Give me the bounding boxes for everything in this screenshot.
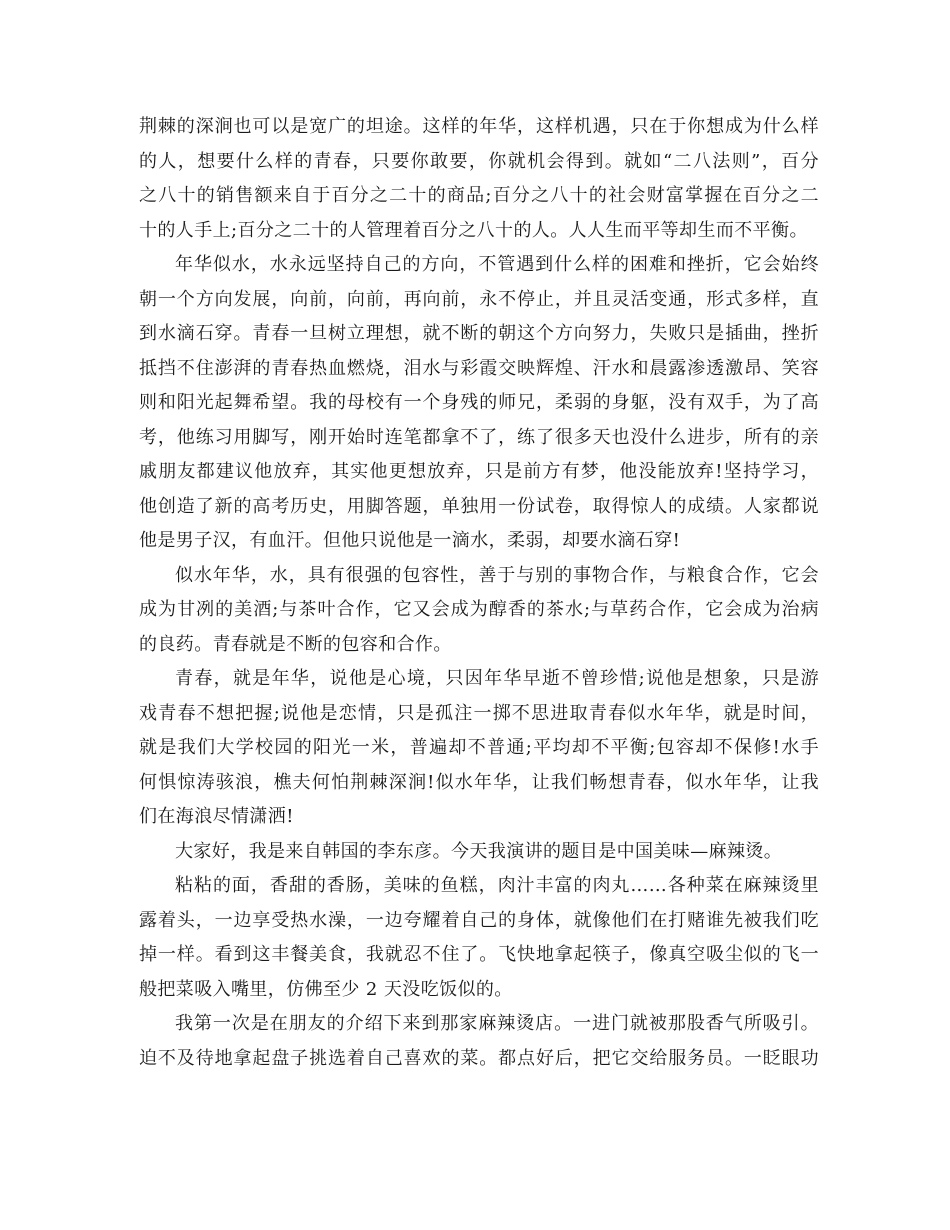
text-line: 掉一样。看到这丰餐美食，我就忍不住了。飞快地拿起筷子，像真空吸尘似的飞一 — [139, 944, 819, 965]
text-line: 似水年华，水，具有很强的包容性，善于与别的事物合作，与粮食合作，它会 — [175, 564, 819, 586]
text-line: 十的人手上;百分之二十的人管理着百分之八十的人。人人生而平等却生而不平衡。 — [139, 219, 808, 241]
text-line: 戚朋友都建议他放弃，其实他更想放弃，只是前方有梦，他没能放弃!坚持学习， — [139, 461, 819, 482]
text-line: 他是男子汉，有血汗。但他只说他是一滴水，柔弱，却要水滴石穿! — [139, 530, 681, 551]
text-line: 之八十的销售额来自于百分之二十的商品;百分之八十的社会财富掌握在百分之二 — [139, 185, 819, 206]
text-line: 们在海浪尽情潇洒! — [139, 806, 294, 827]
text-line: 抵挡不住澎湃的青春热血燃烧，泪水与彩霞交映辉煌、汗水和晨露渗透激昂、笑容 — [139, 357, 819, 379]
text-line: 考，他练习用脚写，刚开始时连笔都拿不了，练了很多天也没什么进步，所有的亲 — [139, 426, 819, 448]
text-line: 的人，想要什么样的青春，只要你敢要，你就机会得到。就如“二八法则”，百分 — [139, 150, 819, 172]
text-line: 年华似水，水永远坚持自己的方向，不管遇到什么样的困难和挫折，它会始终 — [175, 254, 819, 275]
text-line: 就是我们大学校园的阳光一米，普遍却不普通;平均却不平衡;包容却不保修!水手 — [139, 737, 819, 758]
text-line: 他创造了新的高考历史，用脚答题，单独用一份试卷，取得惊人的成绩。人家都说 — [139, 495, 819, 517]
text-line: 露着头，一边享受热水澡，一边夸耀着自己的身体，就像他们在打赌谁先被我们吃 — [139, 909, 819, 931]
text-line: 般把菜吸入嘴里，仿佛至少 2 天没吃饭似的。 — [139, 978, 513, 1000]
document-body — [139, 110, 819, 1076]
text-line: 粘粘的面，香甜的香肠，美味的鱼糕，肉汁丰富的肉丸……各种菜在麻辣烫里 — [175, 875, 819, 896]
text-line: 成为甘冽的美酒;与茶叶合作，它又会成为醇香的茶水;与草药合作，它会成为治病 — [139, 599, 819, 620]
text-line: 何惧惊涛骇浪，樵夫何怕荆棘深涧!似水年华，让我们畅想青春，似水年华，让我 — [139, 771, 819, 793]
text-line: 朝一个方向发展，向前，向前，再向前，永不停止，并且灵活变通，形式多样，直 — [139, 288, 819, 310]
text-line: 则和阳光起舞希望。我的母校有一个身残的师兄，柔弱的身躯，没有双手，为了高 — [139, 392, 819, 413]
text-line: 迫不及待地拿起盘子挑选着自己喜欢的菜。都点好后，把它交给服务员。一眨眼功 — [139, 1047, 819, 1069]
text-line: 到水滴石穿。青春一旦树立理想，就不断的朝这个方向努力，失败只是插曲，挫折 — [139, 323, 819, 344]
text-line: 大家好，我是来自韩国的李东彦。今天我演讲的题目是中国美味—麻辣烫。 — [175, 840, 783, 862]
text-line: 我第一次是在朋友的介绍下来到那家麻辣烫店。一进门就被那股香气所吸引。 — [175, 1013, 819, 1034]
text-line: 戏青春不想把握;说他是恋情，只是孤注一掷不思进取青春似水年华，就是时间， — [139, 702, 819, 724]
text-line: 的良药。青春就是不断的包容和合作。 — [139, 633, 452, 655]
text-line: 荆棘的深涧也可以是宽广的坦途。这样的年华，这样机遇，只在于你想成为什么样 — [139, 116, 819, 137]
text-line: 青春，就是年华，说他是心境，只因年华早逝不曾珍惜;说他是想象，只是游 — [175, 668, 819, 689]
